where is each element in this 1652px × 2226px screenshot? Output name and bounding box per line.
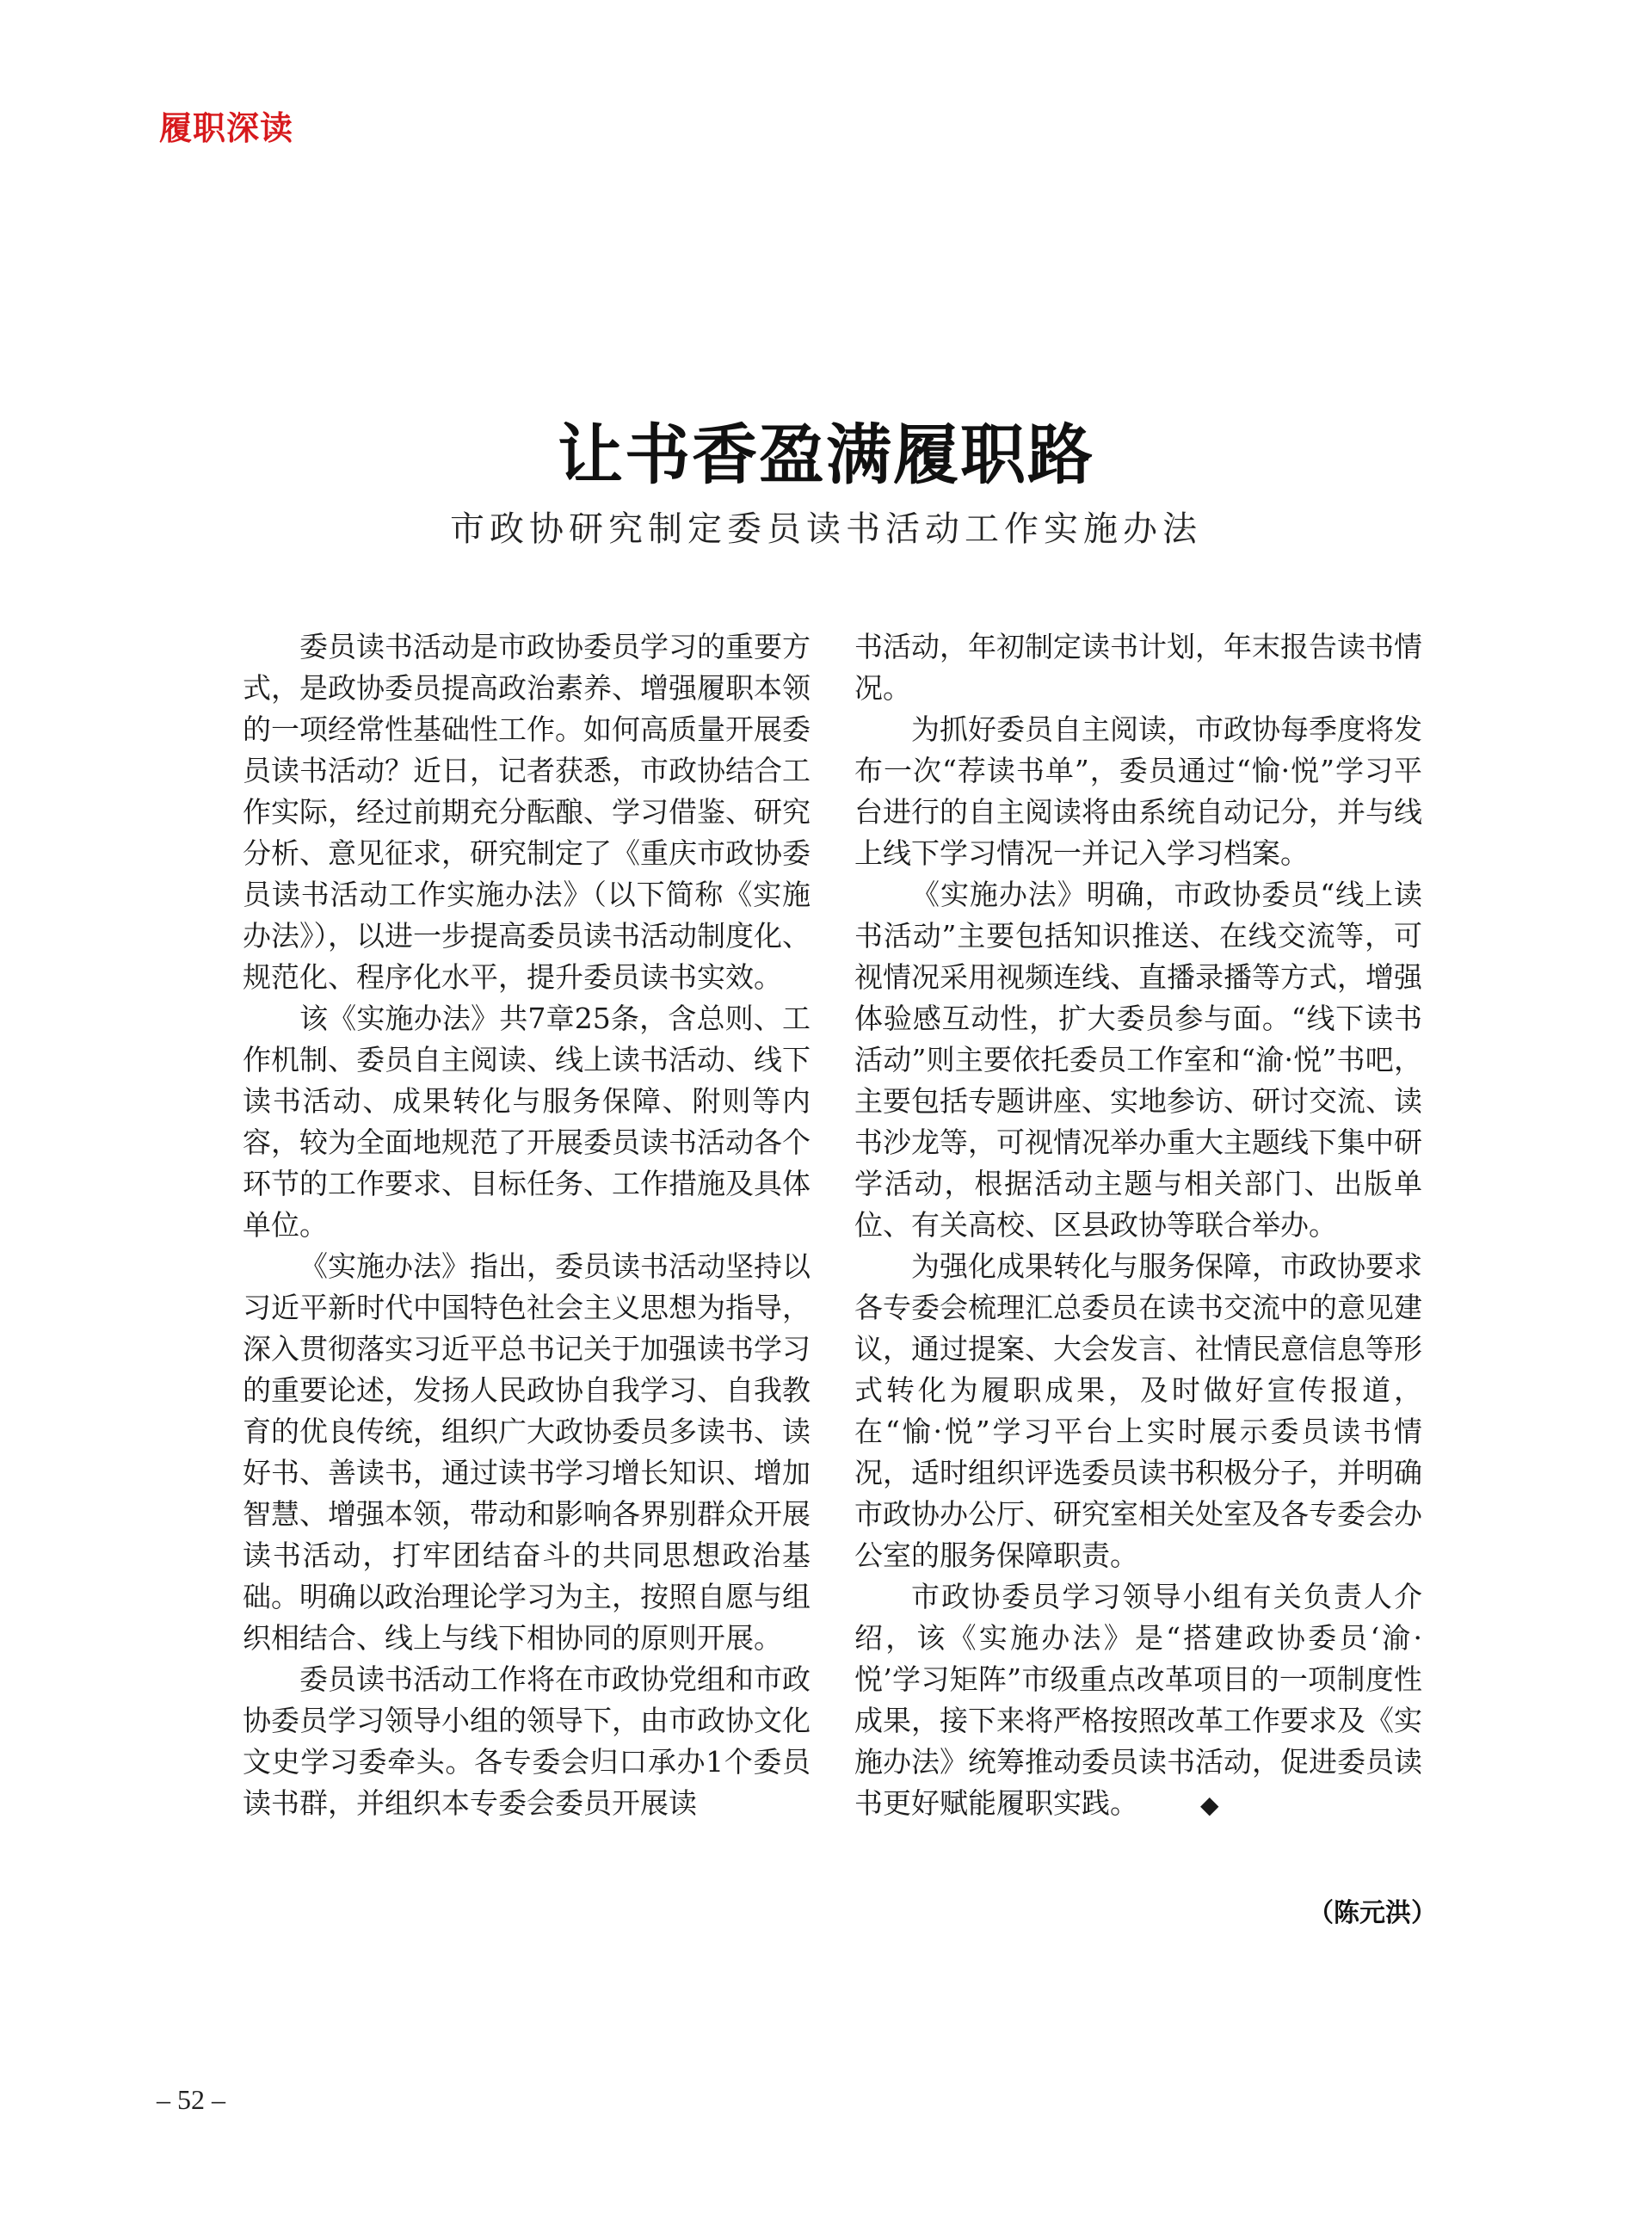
author-byline: （陈元洪） [1308,1898,1437,1928]
article-title: 让书香盈满履职路 [558,416,1094,493]
page-number: – 52 – [157,2084,225,2115]
paragraph: 《实施办法》指出，委员读书活动坚持以习近平新时代中国特色社会主义思想为指导，深入贯彻落实习近平总书记关于加强读书学习的重要论述，发扬人民政协自我学习、自我教育的优良传统，组织广大政协委员多读书、读好书、善读书，通过读书学习增长知识、增加智慧、增强本领，带动和影响各界别群众开展读书活动，打牢团结奋斗的共同思想政治基础。明确以政治理论学习为主，按照自愿与组织相结合、线上与线下相协同的原则开展。 [243,1249,811,1655]
paragraph: 委员读书活动是市政协委员学习的重要方式，是政协委员提高政治素养、增强履职本领的一项经常性基础性工作。如何高质量开展委员读书活动？近日，记者获悉，市政协结合工作实际，经过前期充分酝酿、学习借鉴、研究分析、意见征求，研究制定了《重庆市政协委员读书活动工作实施办法》（以下简称《实施办法》），以进一步提高委员读书活动制度化、规范化、程序化水平，提升委员读书实效。 [243,630,811,994]
paragraph: 为强化成果转化与服务保障，市政协要求各专委会梳理汇总委员在读书交流中的意见建议，通过提案、大会发言、社情民意信息等形式转化为履职成果，及时做好宣传报道，在“愉·悦”学习平台上实时展示委员读书情况，适时组织评选委员读书积极分子，并明确市政协办公厅、研究室相关处室及各专委会办公室的服务保障职责。 [854,1249,1422,1572]
article-column-right [854,626,1422,1826]
section-tag: 履职深读 [159,109,294,147]
paragraph-final [854,1576,1422,1826]
paragraph-continuation: 书活动，年初制定读书计划，年末报告读书情况。 [854,630,1422,705]
paragraph: 委员读书活动工作将在市政协党组和市政协委员学习领导小组的领导下，由市政协文化文史学习委牵头。各专委会归口承办1个委员读书群，并组织本专委会委员开展读 [243,1662,811,1820]
article-column-left [243,626,811,1824]
article-subtitle: 市政协研究制定委员读书活动工作实施办法 [450,509,1202,549]
paragraph-final-text: 市政协委员学习领导小组有关负责人介绍，该《实施办法》是“搭建政协委员‘渝·悦’学习矩阵”市级重点改革项目的一项制度性成果，接下来将严格按照改革工作要求及《实施办法》统筹推动委员读书活动，促进委员读书更好赋能履职实践。 [854,1580,1422,1820]
paragraph: 为抓好委员自主阅读，市政协每季度将发布一次“荐读书单”，委员通过“愉·悦”学习平台进行的自主阅读将由系统自动记分，并与线上线下学习情况一并记入学习档案。 [854,712,1422,870]
end-mark-icon: ◆ [1200,1791,1219,1819]
paragraph: 该《实施办法》共7章25条，含总则、工作机制、委员自主阅读、线上读书活动、线下读书活动、成果转化与服务保障、附则等内容，较为全面地规范了开展委员读书活动各个环节的工作要求、目标任务、工作措施及具体单位。 [243,1002,811,1242]
paragraph: 《实施办法》明确，市政协委员“线上读书活动”主要包括知识推送、在线交流等，可视情况采用视频连线、直播录播等方式，增强体验感互动性，扩大委员参与面。“线下读书活动”则主要依托委员工作室和“渝·悦”书吧，主要包括专题讲座、实地参访、研讨交流、读书沙龙等，可视情况举办重大主题线下集中研学活动，根据活动主题与相关部门、出版单位、有关高校、区县政协等联合举办。 [854,878,1422,1242]
